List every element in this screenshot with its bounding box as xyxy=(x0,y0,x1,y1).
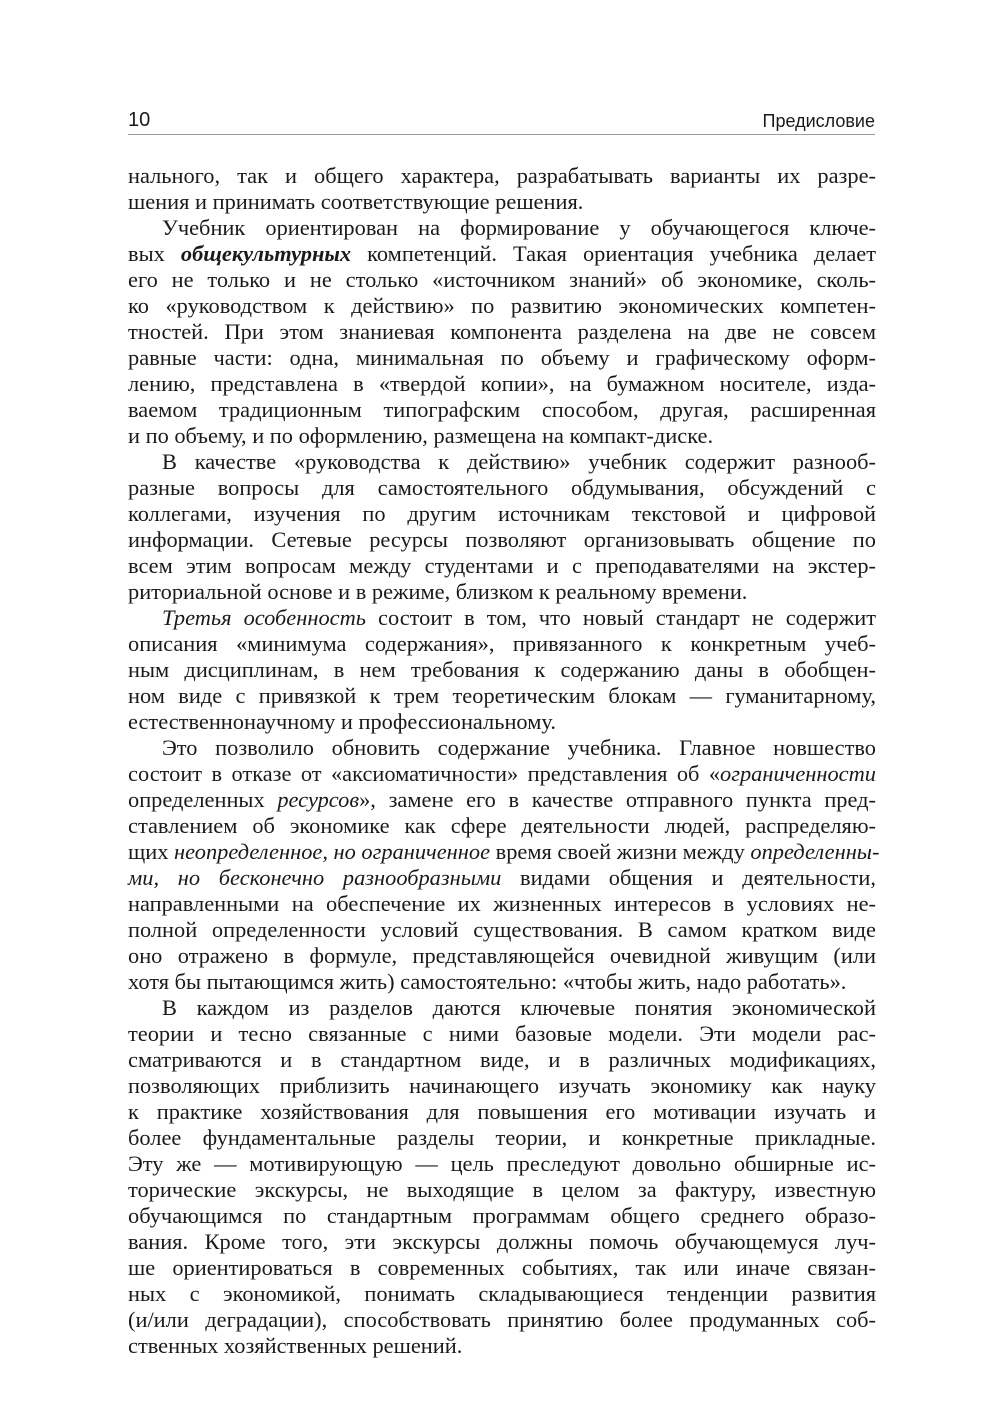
text-line xyxy=(128,449,876,475)
text-run: », замене его в качестве отправного пункта пред- xyxy=(359,787,876,812)
text-line xyxy=(128,1281,876,1307)
emphasis-italic: ресурсов xyxy=(277,787,360,812)
text-run: вых xyxy=(128,241,181,266)
text-run: к практике хозяйствования для повышения его мотивации изучать и xyxy=(128,1099,876,1124)
emphasis-italic: ми, но бесконечно разнообразными xyxy=(128,865,502,890)
text-run: равные части: одна, минимальная по объему и графическому оформ- xyxy=(128,345,876,370)
text-run: определенных xyxy=(128,787,278,812)
text-run: время своей жизни между xyxy=(490,839,751,864)
page-header xyxy=(128,108,875,135)
text-run: Это позволило обновить содержание учебника. Главное новшество xyxy=(162,735,876,760)
text-run: Учебник ориентирован на формирование у обучающегося ключе- xyxy=(162,215,876,240)
paragraph xyxy=(128,735,880,995)
text-run: видами общения и деятельности, xyxy=(501,865,876,890)
text-run: обучающимся по стандартным программам общего среднего образо- xyxy=(128,1203,876,1228)
text-run: тностей. При этом знаниевая компонента разделена на две не совсем xyxy=(128,319,876,344)
text-run: ных с экономикой, понимать складывающиеся тенденции развития xyxy=(128,1281,876,1306)
text-run: разные вопросы для самостоятельного обдумывания, обсуждений с xyxy=(128,475,876,500)
emphasis-italic: ограниченности xyxy=(720,761,876,786)
text-run: лению, представлена в «твердой копии», на бумажном носителе, изда- xyxy=(128,371,876,396)
text-run: шения и принимать соответствующие решения. xyxy=(128,189,584,214)
text-run: позволяющих приблизить начинающего изучать экономику как науку xyxy=(128,1073,876,1098)
text-run: хотя бы пытающимся жить) самостоятельно: «чтобы жить, надо работать». xyxy=(128,969,847,994)
text-line xyxy=(128,1203,876,1229)
text-line xyxy=(128,735,876,761)
body-text xyxy=(128,163,880,1359)
text-line xyxy=(128,1177,876,1203)
text-run: более фундаментальные разделы теории, и конкретные прикладные. xyxy=(128,1125,876,1150)
text-line xyxy=(128,501,876,527)
page-number: 10 xyxy=(128,109,151,131)
text-line xyxy=(128,605,876,631)
text-run: сматриваются и в стандартном виде, и в различных модификациях, xyxy=(128,1047,876,1072)
text-run: полной определенности условий существования. В самом кратком виде xyxy=(128,917,876,942)
text-run: ственных хозяйственных решений. xyxy=(128,1333,463,1358)
text-run: коллегами, изучения по другим источникам текстовой и цифровой xyxy=(128,501,876,526)
text-run: его не только и не столько «источником знаний» об экономике, сколь- xyxy=(128,267,876,292)
text-run: описания «минимума содержания», привязанного к конкретным учеб- xyxy=(128,631,876,656)
text-line xyxy=(128,1333,876,1359)
text-line xyxy=(128,761,876,787)
text-run: информации. Сетевые ресурсы позволяют организовывать общение по xyxy=(128,527,876,552)
emphasis-bold-italic: общекультурных xyxy=(180,241,352,266)
text-line xyxy=(128,553,876,579)
text-line xyxy=(128,241,876,267)
text-line xyxy=(128,891,876,917)
text-line xyxy=(128,1255,876,1281)
text-run: теории и тесно связанные с ними базовые модели. Эти модели рас- xyxy=(128,1021,876,1046)
paragraph xyxy=(128,449,876,605)
text-run: щих xyxy=(128,839,175,864)
text-run: оно отражено в формуле, представляющейся очевидной живущим (или xyxy=(128,943,876,968)
text-line xyxy=(128,475,876,501)
text-line xyxy=(128,215,876,241)
text-line xyxy=(128,423,876,449)
text-run: и по объему, и по оформлению, размещена на компакт-диске. xyxy=(128,423,714,448)
text-line xyxy=(128,267,876,293)
text-run: нального, так и общего характера, разрабатывать варианты их разре- xyxy=(128,163,876,188)
text-run: В качестве «руководства к действию» учебник содержит разнооб- xyxy=(162,449,876,474)
text-run: ставлением об экономике как сфере деятельности людей, распределяю- xyxy=(128,813,876,838)
text-run: ном виде с привязкой к трем теоретическим блокам — гуманитарному, xyxy=(128,683,876,708)
text-run: В каждом из разделов даются ключевые понятия экономической xyxy=(162,995,876,1020)
text-line xyxy=(128,813,876,839)
text-run: торические экскурсы, не выходящие в целом за фактуру, известную xyxy=(128,1177,876,1202)
text-run: состоит в отказе от «аксиоматичности» представления об « xyxy=(128,761,721,786)
text-run: направленными на обеспечение их жизненных интересов в условиях не- xyxy=(128,891,876,916)
emphasis-italic: Третья особенность xyxy=(162,605,366,630)
text-line xyxy=(128,527,876,553)
text-line xyxy=(128,1021,876,1047)
text-run: компетенций. Такая ориентация учебника делает xyxy=(351,241,876,266)
paragraph xyxy=(128,163,876,215)
text-line xyxy=(128,1073,876,1099)
text-run: всем этим вопросам между студентами и с преподавателями на экстер- xyxy=(128,553,876,578)
text-run: ше ориентироваться в современных событиях, так или иначе связан- xyxy=(128,1255,876,1280)
text-line xyxy=(128,995,876,1021)
paragraph xyxy=(128,215,876,449)
text-run: естественнонаучному и профессиональному. xyxy=(128,709,556,734)
text-line xyxy=(128,839,880,865)
text-run: состоит в том, что новый стандарт не содержит xyxy=(365,605,876,630)
text-line xyxy=(128,371,876,397)
text-line xyxy=(128,1047,876,1073)
text-line xyxy=(128,189,876,215)
text-run: Эту же — мотивирующую — цель преследуют довольно обширные ис- xyxy=(128,1151,876,1176)
text-line xyxy=(128,1151,876,1177)
text-run: (и/или деградации), способствовать принятию более продуманных соб- xyxy=(128,1307,876,1332)
text-line xyxy=(128,865,876,891)
text-line xyxy=(128,163,876,189)
text-line xyxy=(128,709,876,735)
text-run: риториальной основе и в режиме, близком к реальному времени. xyxy=(128,579,748,604)
text-line xyxy=(128,1229,876,1255)
text-line xyxy=(128,345,876,371)
text-run: вания. Кроме того, эти экскурсы должны помочь обучающемуся луч- xyxy=(128,1229,876,1254)
text-line xyxy=(128,917,876,943)
text-run: ным дисциплинам, в нем требования к содержанию даны в обобщен- xyxy=(128,657,876,682)
paragraph xyxy=(128,605,876,735)
running-title: Предисловие xyxy=(762,111,875,131)
text-line xyxy=(128,657,876,683)
text-line xyxy=(128,293,876,319)
text-line xyxy=(128,787,876,813)
text-line xyxy=(128,631,876,657)
text-run: ко «руководством к действию» по развитию экономических компетен- xyxy=(128,293,876,318)
text-line xyxy=(128,319,876,345)
emphasis-italic: определенны- xyxy=(750,839,880,864)
paragraph xyxy=(128,995,876,1359)
text-line xyxy=(128,969,876,995)
text-line xyxy=(128,579,876,605)
text-line xyxy=(128,683,876,709)
text-line xyxy=(128,397,876,423)
text-line xyxy=(128,943,876,969)
text-line xyxy=(128,1125,876,1151)
emphasis-italic: неопределенное, но ограниченное xyxy=(174,839,491,864)
text-line xyxy=(128,1099,876,1125)
text-line xyxy=(128,1307,876,1333)
text-run: ваемом традиционным типографским способом, другая, расширенная xyxy=(128,397,876,422)
